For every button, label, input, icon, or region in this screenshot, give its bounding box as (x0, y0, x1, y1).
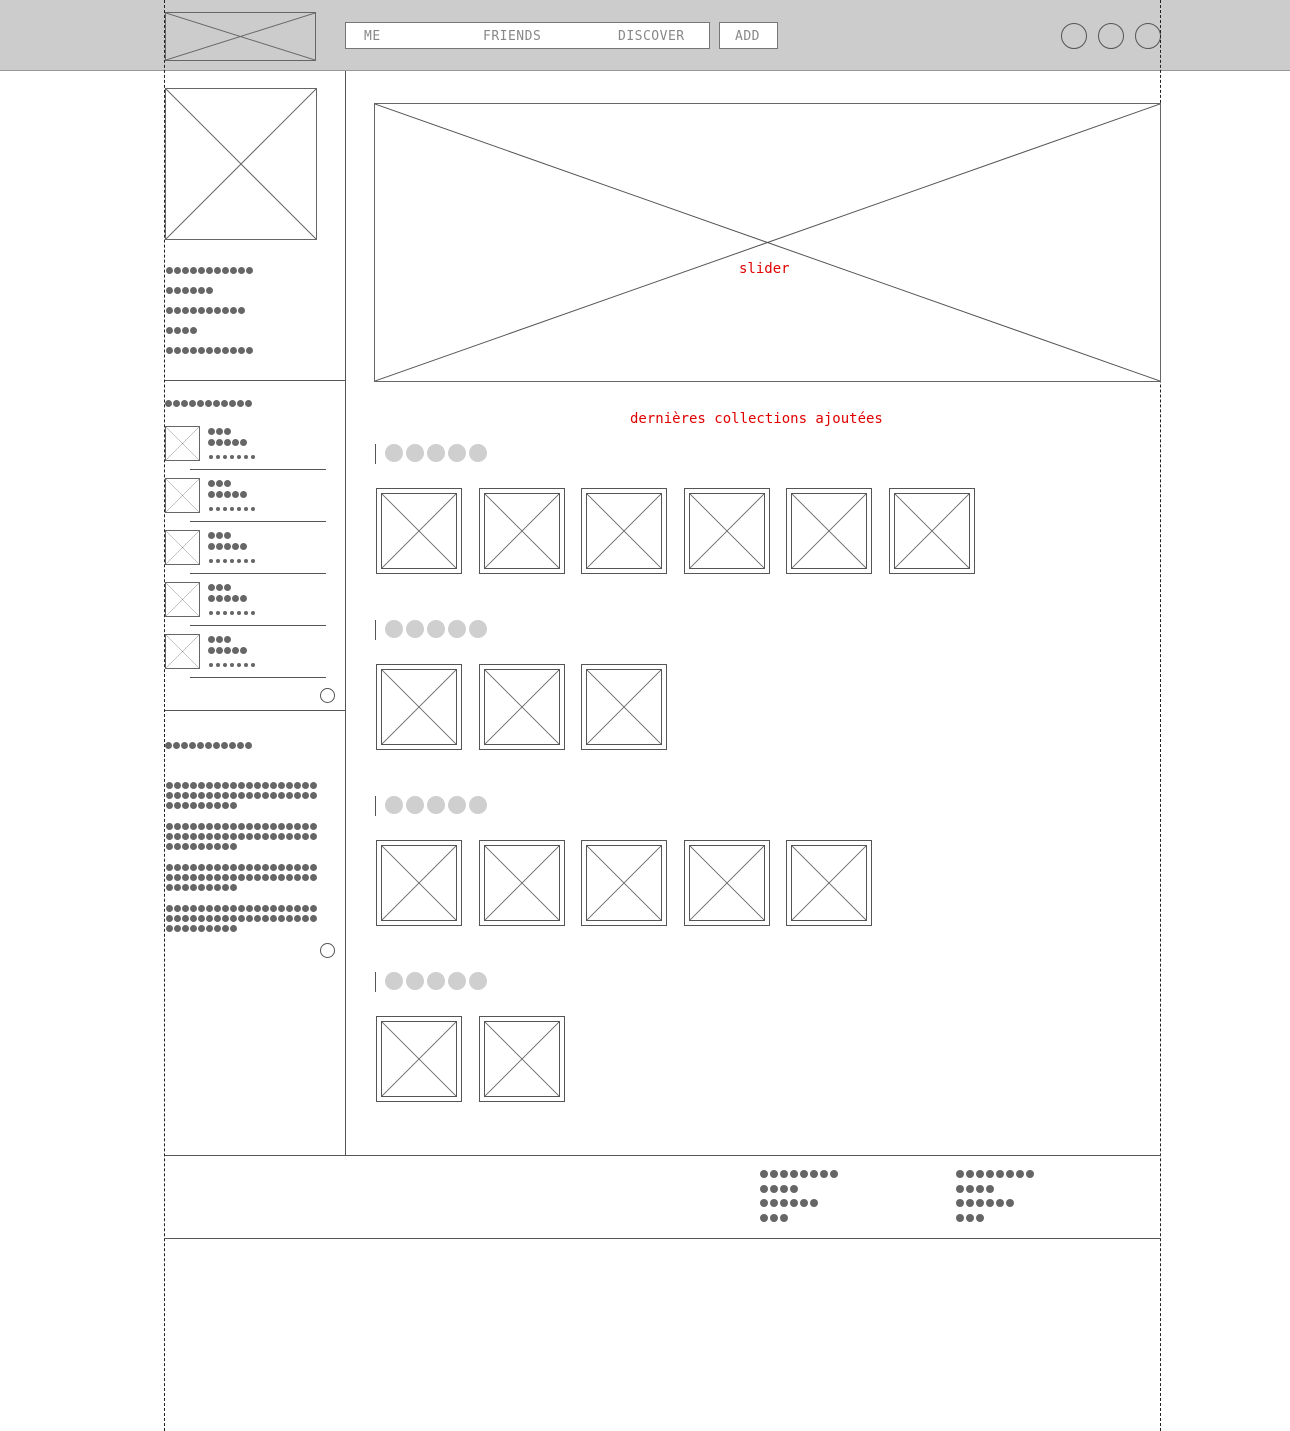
text-block-line (166, 843, 238, 851)
recent-item-title (208, 480, 232, 488)
footer-col1-line3[interactable] (760, 1199, 820, 1207)
text-block-line (166, 905, 318, 913)
nav-item-friends[interactable]: FRIENDS (483, 29, 542, 44)
add-button[interactable] (719, 22, 778, 49)
collection-thumb[interactable] (479, 664, 565, 750)
recent-item-meta (209, 663, 258, 671)
sidebar-separator-1 (165, 380, 346, 381)
profile-icon[interactable] (1135, 23, 1161, 49)
collection-title[interactable] (385, 620, 490, 638)
sidebar-separator-2 (165, 710, 346, 711)
text-block-line (166, 925, 238, 933)
footer-col1-line1[interactable] (760, 1170, 840, 1178)
footer-col2-line2[interactable] (956, 1185, 996, 1193)
footer-col2-line1[interactable] (956, 1170, 1036, 1178)
collection-thumb[interactable] (786, 488, 872, 574)
collection-thumb[interactable] (479, 488, 565, 574)
text-more-icon[interactable] (320, 943, 335, 958)
add-button-label: ADD (735, 29, 760, 44)
profile-line-2 (166, 287, 214, 295)
messages-icon[interactable] (1098, 23, 1124, 49)
recent-item-thumb[interactable] (165, 582, 200, 617)
recent-item-divider (190, 677, 326, 678)
recent-item-divider (190, 469, 326, 470)
footer-top-line (165, 1155, 1161, 1156)
section-title: dernières collections ajoutées (630, 411, 883, 427)
recent-item-divider (190, 573, 326, 574)
collection-thumb[interactable] (479, 840, 565, 926)
collection-thumb[interactable] (684, 488, 770, 574)
recent-item-title (208, 636, 232, 644)
recent-item-thumb[interactable] (165, 426, 200, 461)
text-block-line (166, 782, 318, 790)
collection-thumb[interactable] (889, 488, 975, 574)
recent-item-meta (209, 455, 258, 463)
profile-line-5 (166, 347, 254, 355)
collection-thumb[interactable] (786, 840, 872, 926)
text-block-line (166, 874, 318, 882)
footer-col2-line3[interactable] (956, 1199, 1016, 1207)
header-right-mask (1161, 1, 1289, 70)
recent-item-thumb[interactable] (165, 530, 200, 565)
text-block-line (166, 802, 238, 810)
footer-col1-line4[interactable] (760, 1214, 790, 1222)
collection-thumb[interactable] (581, 840, 667, 926)
profile-line-3 (166, 307, 246, 315)
collection-thumb[interactable] (376, 1016, 462, 1102)
recent-item-divider (190, 625, 326, 626)
collection-title[interactable] (385, 444, 490, 462)
recent-item-subtitle (208, 491, 248, 499)
main-nav (345, 22, 710, 49)
collection-marker (375, 972, 376, 992)
text-block-line (166, 884, 238, 892)
collection-thumb[interactable] (684, 840, 770, 926)
nav-item-me[interactable]: ME (364, 29, 381, 44)
collection-marker (375, 620, 376, 640)
nav-item-discover[interactable]: DISCOVER (618, 29, 685, 44)
footer-col2-line4[interactable] (956, 1214, 986, 1222)
footer-col1-line2[interactable] (760, 1185, 800, 1193)
recent-item-title (208, 532, 232, 540)
recent-more-icon[interactable] (320, 688, 335, 703)
collection-thumb[interactable] (376, 488, 462, 574)
collection-thumb[interactable] (581, 488, 667, 574)
slider[interactable] (374, 103, 1161, 382)
collection-thumb[interactable] (376, 664, 462, 750)
recent-item-title (208, 428, 232, 436)
text-block-line (166, 792, 318, 800)
profile-picture[interactable] (165, 88, 317, 240)
text-block-line (166, 915, 318, 923)
collection-thumb[interactable] (581, 664, 667, 750)
collection-marker (375, 444, 376, 464)
recent-item-meta (209, 507, 258, 515)
recent-item-subtitle (208, 595, 248, 603)
recent-item-subtitle (208, 647, 248, 655)
text-heading (165, 742, 253, 750)
recent-item-thumb[interactable] (165, 634, 200, 669)
text-block-line (166, 823, 318, 831)
sidebar-divider (345, 71, 346, 1155)
recent-item-meta (209, 611, 258, 619)
profile-line-1 (166, 267, 254, 275)
collection-title[interactable] (385, 796, 490, 814)
notifications-icon[interactable] (1061, 23, 1087, 49)
logo-placeholder[interactable] (165, 12, 316, 61)
collection-marker (375, 796, 376, 816)
recent-item-meta (209, 559, 258, 567)
recent-item-title (208, 584, 232, 592)
slider-label: slider (739, 261, 790, 277)
collection-thumb[interactable] (479, 1016, 565, 1102)
recent-item-thumb[interactable] (165, 478, 200, 513)
footer-bottom-line (165, 1238, 1161, 1239)
recent-item-subtitle (208, 543, 248, 551)
collection-title[interactable] (385, 972, 490, 990)
collection-thumb[interactable] (376, 840, 462, 926)
profile-line-4 (166, 327, 198, 335)
text-block-line (166, 864, 318, 872)
recent-heading (165, 400, 253, 408)
recent-item-divider (190, 521, 326, 522)
recent-item-subtitle (208, 439, 248, 447)
text-block-line (166, 833, 318, 841)
